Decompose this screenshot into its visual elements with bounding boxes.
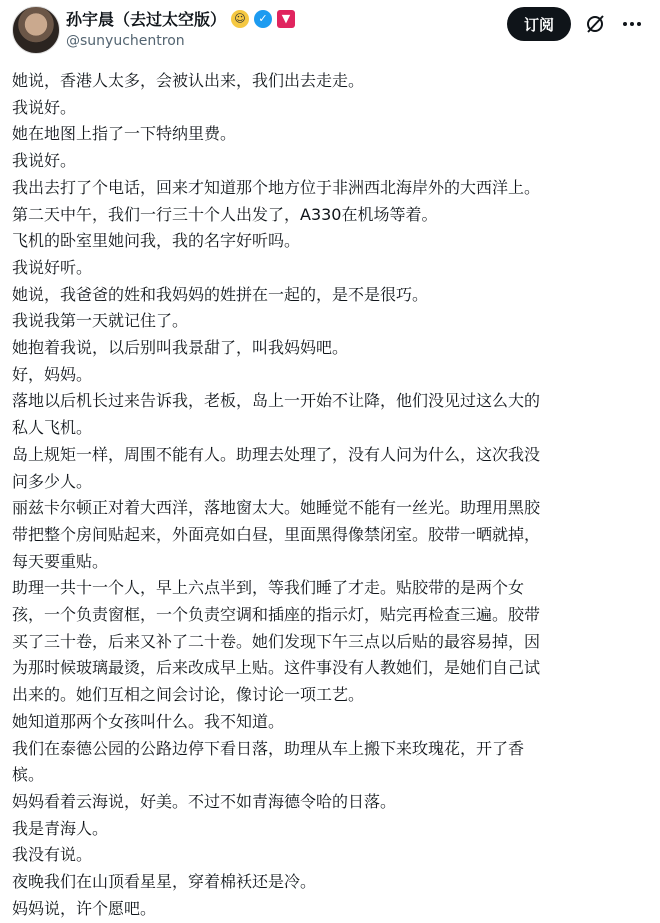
post-text-line: 她在地图上指了一下特纳里费。 bbox=[12, 124, 237, 144]
post-text-line: 孩，一个负责窗框，一个负责空调和插座的指示灯，贴完再检查三遍。胶带 bbox=[12, 605, 541, 625]
post-text-line: 第二天中午，我们一行三十个人出发了，A330在机场等着。 bbox=[12, 204, 438, 224]
post-text-line: 我说我第一天就记住了。 bbox=[12, 311, 189, 331]
post-text-line: 我说好。 bbox=[12, 151, 77, 171]
post-text-line: 私人飞机。 bbox=[12, 418, 93, 438]
post-text-line: 为那时候玻璃最烫，后来改成早上贴。这件事没有人教她们，是她们自己试 bbox=[12, 658, 541, 678]
post-text-line: 助理一共十一个人，早上六点半到，等我们睡了才走。贴胶带的是两个女 bbox=[12, 578, 525, 598]
author-name-row[interactable] bbox=[66, 7, 295, 30]
post-text-line: 飞机的卧室里她问我，我的名字好听吗。 bbox=[12, 231, 301, 251]
post-text-line: 夜晚我们在山顶看星星，穿着棉袄还是冷。 bbox=[12, 872, 317, 892]
post-text-line: 带把整个房间贴起来，外面亮如白昼，里面黑得像禁闭室。胶带一晒就掉， bbox=[12, 524, 541, 544]
post-text-line: 我是青海人。 bbox=[12, 818, 109, 838]
post-text-line: 我说好。 bbox=[12, 97, 77, 117]
post-text-line: 她说，香港人太多，会被认出来，我们出去走走。 bbox=[12, 71, 365, 90]
post-text-line: 买了三十卷，后来又补了二十卷。她们发现下午三点以后贴的最容易掉，因 bbox=[12, 631, 541, 651]
post-text-line: 她抱着我说，以后别叫我景甜了，叫我妈妈吧。 bbox=[12, 338, 349, 358]
post-body bbox=[12, 68, 648, 923]
post-text-line: 我出去打了个电话，回来才知道那个地方位于非洲西北海岸外的大西洋上。 bbox=[12, 177, 541, 197]
post-text-line: 问多少人。 bbox=[12, 471, 93, 491]
post-text-line: 丽兹卡尔顿正对着大西洋，落地窗太大。她睡觉不能有一丝光。助理用黑胶 bbox=[12, 498, 541, 518]
post-text-line: 岛上规矩一样，周围不能有人。助理去处理了，没有人问为什么，这次我没 bbox=[12, 444, 541, 464]
post-text-line: 她知道那两个女孩叫什么。我不知道。 bbox=[12, 711, 285, 731]
grok-icon[interactable] bbox=[582, 11, 608, 37]
verified-badge-icon: ✓ bbox=[254, 10, 272, 28]
post-text-line: 出来的。她们互相之间会讨论，像讨论一项工艺。 bbox=[12, 685, 365, 705]
post-text-line: 每天要重贴。 bbox=[12, 551, 109, 571]
avatar[interactable] bbox=[12, 6, 60, 54]
post-text-line: 我们在泰德公园的公路边停下看日落，助理从车上搬下来玫瑰花，开了香 bbox=[12, 738, 525, 758]
post-text-line: 好，妈妈。 bbox=[12, 364, 93, 384]
affiliation-badge-icon: ▼ bbox=[277, 10, 295, 28]
emoji-badge-icon: ☺ bbox=[231, 10, 249, 28]
post-text-line: 妈妈看着云海说，好美。不过不如青海德令哈的日落。 bbox=[12, 791, 397, 811]
display-name[interactable]: 孙宇晨（去过太空版） bbox=[66, 10, 227, 29]
post-text-line: 我没有说。 bbox=[12, 845, 93, 865]
post-text-line: 槟。 bbox=[12, 765, 45, 785]
post-header bbox=[0, 0, 660, 64]
subscribe-button[interactable]: 订阅 bbox=[507, 7, 571, 41]
post-text-line: 妈妈说，许个愿吧。 bbox=[12, 898, 157, 918]
post-text-line: 我说好听。 bbox=[12, 257, 93, 277]
post-text-line: 她说，我爸爸的姓和我妈妈的姓拼在一起的，是不是很巧。 bbox=[12, 284, 429, 304]
user-handle[interactable]: @sunyuchentron bbox=[66, 33, 185, 49]
post-text-line: 落地以后机长过来告诉我，老板，岛上一开始不让降，他们没见过这么大的 bbox=[12, 391, 541, 411]
more-options-icon[interactable] bbox=[619, 11, 645, 37]
